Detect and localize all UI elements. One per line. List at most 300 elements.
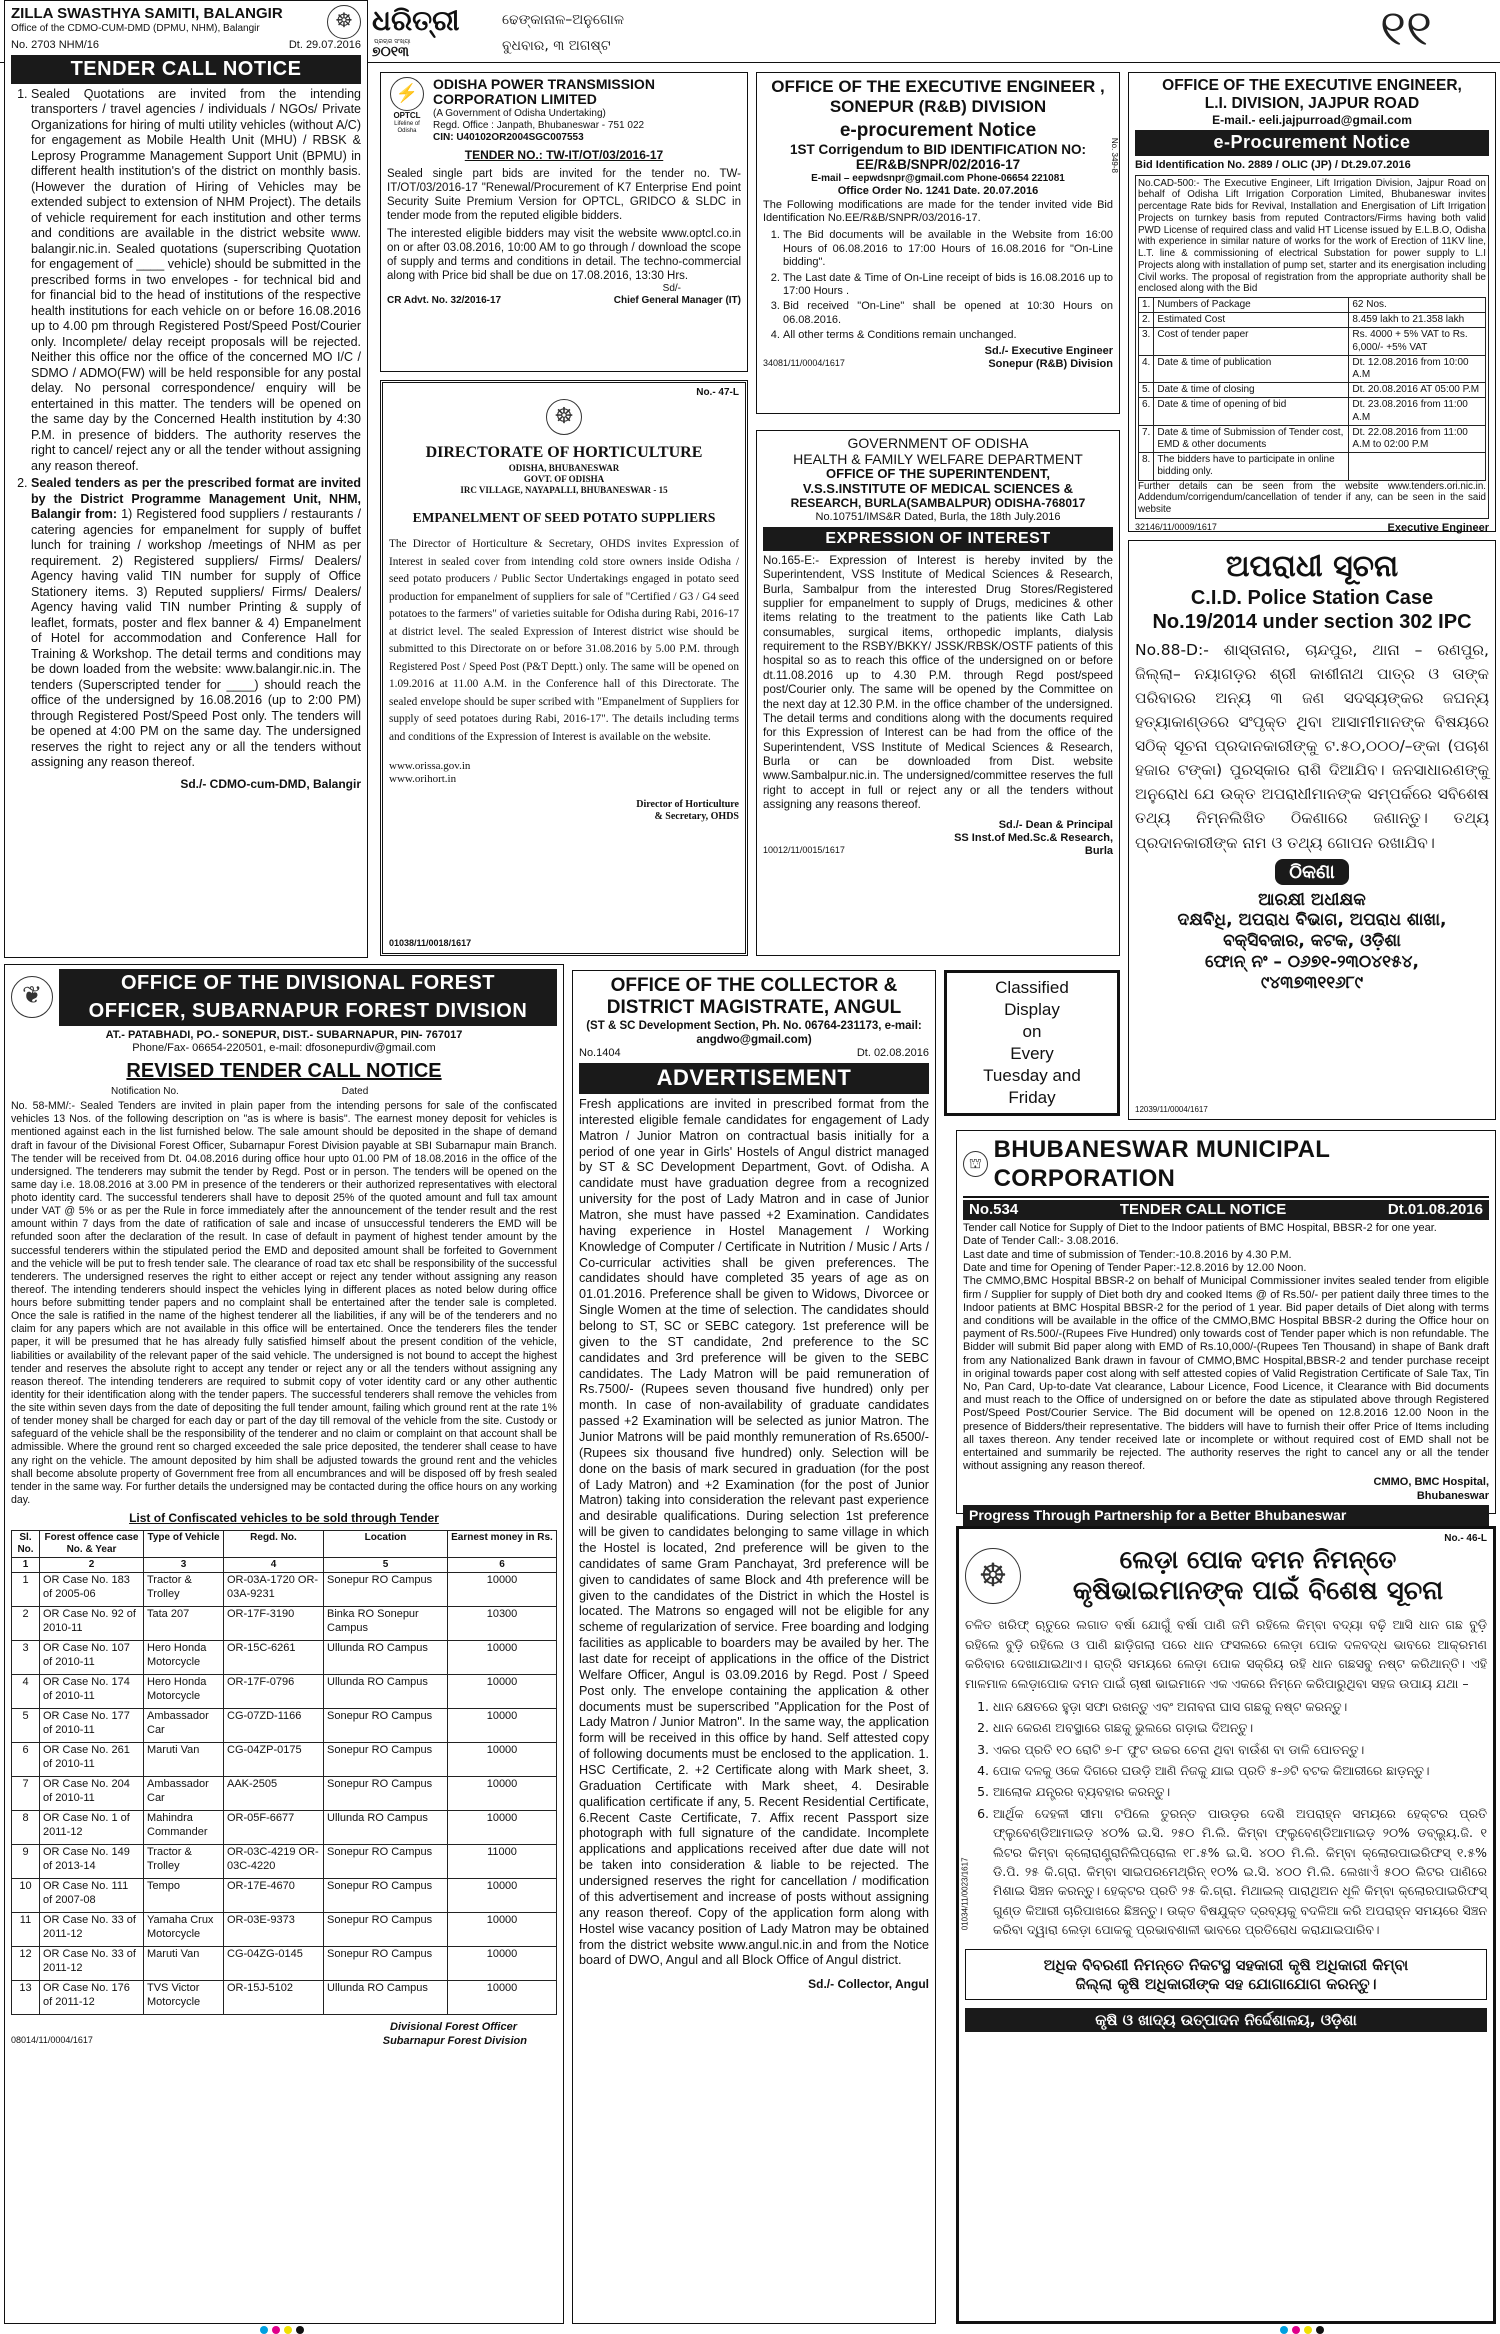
jajpur-bid: Bid Identification No. 2889 / OLIC (JP) / Dt.29.07.2016 — [1135, 159, 1411, 172]
table-row — [1139, 298, 1486, 313]
jajpur-footer — [1135, 522, 1489, 535]
angul-body: Fresh applications are invited in prescribed format from the interested eligible female candidates for engagement of Lady Matron / Junior Matron on contractual basis initially for a period of one year in Girls' Hostels of Angul district managed by ST & SC Development Department, Govt. of Odisha. A candidate must have graduation degree from a recognized university for the post of Lady Matron and in case of Junior Matron, she must have passed +2 Examination. Candidates having experience in Hostel Management / Working Knowledge of Computer / Certificate in Nutrition / Music / Arts / Co-curricular activities shall be given preferences. The candidates should have completed 35 years of age as on 01.01.2016. Preference shall be given to Widows, Divorcee or Single Women at the time of selection. The candidates should belong to ST, SC or SEBC category. 1st preference will be given to the ST candidate, 2nd preference to the SC candidates and 3rd preference will be given to the SEBC candidates. The Lady Matron will be paid remuneration of Rs.7500/- (Rupees seven thousand five hundred) only per month. In case of non-availability of graduate candidates passed +2 Examination will be selected as junior Matron. The Junior Matrons will be paid monthly remuneration of Rs.6500/- (Rupees six thousand five hundred) only. Selection will be done on the basis of mark secured in graduation (for the post of Lady Matron) and +2 Examination (for the post of Junior Matron) taking into consideration the relevant past experience and desirable qualifications. During selection 1st preference will be given to candidates belonging to same village in which the Hostel is located, 2nd preference will be given to the candidates of same Gram Panchayat, 3rd preference will be given to candidates of same Block and 4th preference will be given to the candidates of the District in which the Hostel is located. The Matrons so engaged will not be eligible for any scheme of regularization of service. Free boarding and lodging facilities as applicable to boarders may be availed by her. The last date for receipt of applications in the office of the District Welfare Officer, Angul is 03.09.2016 by Regd. Post / Speed Post only. The envelope containing the application & other documents must be superscribed "Application for the Post of Lady Matron / Junior Matron". In the same way, the application form will be received in this office by hand. Self attested copy of following documents must be enclosed to the application. 1. HSC Certificate, 2. +2 Certificate along with Mark sheet, 3. Graduation Certificate with Mark sheet, 4. Desirable qualification certificate if any, 5. Recent Residential Certificate, 6.Recent Caste Certificate, 7. Affix recent Passport size photograph with full signature of the candidate. Incomplete applications and applications received after due date will not be taken into consideration & liable to be rejected. The undersigned reserves the right for cancellation / modification of this advertisement and increase of posts without assigning any reason thereof. Copy of the application form along with Hostel wise vacancy position of Lady Matron may be obtained from the district website www.angul.nic.in and from the Notice board of DWO, Angul and all Block Office of Angul district. — [579, 1096, 929, 1968]
optcl-cin: CIN: U40102OR2004SGC007553 — [433, 132, 584, 144]
cid-a4: ଫୋନ୍ ନଂ – ୦୬୭୧-୨୩୦୪୧୫୪, — [1205, 951, 1419, 972]
cell-sl: 1 — [12, 1573, 40, 1607]
cell-type: Tata 207 — [144, 1607, 224, 1641]
forest-tender — [4, 964, 564, 2324]
optcl-tender — [380, 72, 748, 372]
cell-case: OR Case No. 183 of 2005-06 — [40, 1573, 144, 1607]
cell-type: Hero Honda Motorcycle — [144, 1641, 224, 1675]
vss-bar: EXPRESSION OF INTEREST — [763, 527, 1113, 551]
cell-regd: OR-17F-0796 — [224, 1675, 324, 1709]
table-row — [12, 1641, 557, 1675]
angul-advertisement — [572, 970, 936, 2324]
forest-head — [11, 969, 557, 1026]
col-regd: Regd. No. — [224, 1530, 324, 1557]
cell-type: TVS Victor Motorcycle — [144, 1981, 224, 2015]
registration-marks — [0, 2326, 1500, 2334]
cell-earnest: 10000 — [448, 1913, 557, 1947]
colnum: 4 — [224, 1558, 324, 1573]
angul-dt: Dt. 02.08.2016 — [856, 1046, 929, 1059]
row-value: Dt. 12.08.2016 from 10:00 A.M — [1349, 355, 1486, 382]
cell-case: OR Case No. 33 of 2011-12 — [40, 1947, 144, 1981]
col-sl: Sl. No. — [12, 1530, 40, 1557]
bmc-dt: Dt.01.08.2016 — [1387, 1200, 1483, 1218]
agri-item: 4. ପୋକ ଦଳକୁ ଓକେ ଦିଗରେ ଘଉଡ଼ି ଆଣି ନିଜକୁ ଯାଇ ପ୍ରତି ୫-୬ଟି ବଟକ କିଆରୀରେ ଛାଡ଼ନ୍ତୁ। — [993, 1761, 1487, 1780]
bmc-head-title: TENDER CALL NOTICE — [1119, 1200, 1287, 1218]
colnum: 3 — [144, 1558, 224, 1573]
table-row — [12, 1981, 557, 2015]
col-earnest: Earnest money in Rs. — [448, 1530, 557, 1557]
cell-regd: CG-04ZP-0175 — [224, 1743, 324, 1777]
optcl-logo-text: OPTCL — [393, 111, 421, 120]
cell-location: Ullunda RO Campus — [324, 1981, 448, 2015]
cell-earnest: 10000 — [448, 1879, 557, 1913]
bmc-sig2: Bhubaneswar — [1416, 1489, 1489, 1502]
masthead — [372, 4, 732, 60]
reg-dot — [284, 2326, 292, 2334]
cell-location: Ullunda RO Campus — [324, 1675, 448, 1709]
classified-box — [944, 970, 1120, 1116]
cell-sl: 7 — [12, 1777, 40, 1811]
sonepur-t1: OFFICE OF THE EXECUTIVE ENGINEER , — [771, 77, 1105, 96]
cell-location: Sonepur RO Campus — [324, 1913, 448, 1947]
cell-sl: 3 — [12, 1641, 40, 1675]
optcl-cr: CR Advt. No. 32/2016-17 — [387, 295, 502, 307]
jajpur-t2: L.I. DIVISION, JAJPUR ROAD — [1204, 94, 1420, 112]
cell-sl: 4 — [12, 1675, 40, 1709]
cell-location: Sonepur RO Campus — [324, 1573, 448, 1607]
jajpur-sig: Executive Engineer — [1387, 522, 1489, 535]
vss-t3: OFFICE OF THE SUPERINTENDENT, — [826, 466, 1050, 482]
cell-sl: 10 — [12, 1879, 40, 1913]
cell-earnest: 10000 — [448, 1709, 557, 1743]
cell-location: Sonepur RO Campus — [324, 1845, 448, 1879]
cell-type: Hero Honda Motorcycle — [144, 1675, 224, 1709]
sonepur-item: 2. The Last date & Time of On-Line receipt of bids is 16.08.2016 up to 17:00 Hours . — [783, 272, 1113, 299]
cell-location: Ullunda RO Campus — [324, 1641, 448, 1675]
row-value: Dt. 22.08.2016 from 11:00 A.M to 02:00 P.M — [1349, 425, 1486, 452]
cell-sl: 8 — [12, 1811, 40, 1845]
cid-a2: ଦକ୍ଷବିଧି, ଅପରାଧ ବିଭାଗ, ଅପରାଧ ଶାଖା, — [1177, 910, 1447, 931]
cell-regd: OR-15C-6261 — [224, 1641, 324, 1675]
angul-no: No.1404 — [579, 1046, 621, 1059]
optcl-logo — [387, 77, 427, 144]
cell-case: OR Case No. 174 of 2010-11 — [40, 1675, 144, 1709]
agri-item: 1. ଧାନ କ୍ଷେତରେ ହୁଡ଼ା ସଫା ରଖନ୍ତୁ ଏବଂ ଅନାବନା ଘାସ ଗଛକୁ ନଷ୍ଟ କରନ୍ତୁ। — [993, 1697, 1487, 1716]
cell-type: Maruti Van — [144, 1947, 224, 1981]
cell-location: Sonepur RO Campus — [324, 1709, 448, 1743]
agri-footbox — [965, 1949, 1487, 2000]
reg-dot — [1292, 2326, 1300, 2334]
row-value: Dt. 20.08.2016 AT 05:00 P.M — [1349, 383, 1486, 398]
row-value: 8.459 lakh to 21.358 lakh — [1349, 313, 1486, 328]
reg-dot — [1316, 2326, 1324, 2334]
row-value: Rs. 4000 + 5% VAT to Rs. 6,000/- +5% VAT — [1349, 328, 1486, 355]
cell-case: OR Case No. 176 of 2011-12 — [40, 1981, 144, 2015]
cell-earnest: 10000 — [448, 1981, 557, 2015]
agri-dept: କୃଷି ଓ ଖାଦ୍ୟ ଉତ୍ପାଦନ ନିର୍ଦ୍ଦେଶାଳୟ, ଓଡ଼ିଶା — [965, 2008, 1487, 2032]
sonepur-intro: The Following modifications are made for the tender invited vide Bid Identification No.EE/R&B/SNPR/03/2016-17. — [763, 198, 1113, 224]
cell-regd: OR-15J-5102 — [224, 1981, 324, 2015]
table-row — [12, 1947, 557, 1981]
optcl-head — [387, 77, 741, 144]
cid-a3: ବକ୍ସିବଜାର, କଟକ, ଓଡ଼ିଶା — [1223, 931, 1401, 952]
agri-titles — [1029, 1545, 1487, 1607]
table-row — [1139, 383, 1486, 398]
horticulture-eoi — [380, 380, 748, 956]
table-row — [12, 1777, 557, 1811]
agri-no: No.- 46-L — [1444, 1533, 1487, 1544]
cell-sl: 9 — [12, 1845, 40, 1879]
sonepur-sig2: Sonepur (R&B) Division — [988, 358, 1113, 371]
forest-titles — [59, 969, 557, 1026]
zss-subtitle: Office of the CDMO-CUM-DMD (DPMU, NHM), Balangir — [11, 23, 260, 35]
cid-sub2: No.19/2014 under section 302 IPC — [1152, 610, 1472, 633]
bmc-logo-icon: ⛫ — [963, 1151, 988, 1177]
cid-a5: ୯୪୩୭୩୧୧୬୮୯ — [1260, 972, 1364, 993]
date-label: ବୁଧବାର, ୩ ଅଗଷ୍ଟ — [502, 38, 611, 54]
cell-regd: OR-03C-4219 OR-03C-4220 — [224, 1845, 324, 1879]
reg-dot — [1304, 2326, 1312, 2334]
cell-regd: CG-04ZG-0145 — [224, 1947, 324, 1981]
edition-label: ଢେଙ୍କାନାଳ–ଅନୁଗୋଳ — [502, 12, 624, 28]
row-label: Date & time of opening of bid — [1154, 398, 1349, 425]
table-row — [1139, 328, 1486, 355]
row-num: 5. — [1139, 383, 1154, 398]
forest-ref: 08014/11/0004/1617 — [11, 2034, 93, 2045]
forest-foot — [11, 2035, 557, 2048]
colnum: 2 — [40, 1558, 144, 1573]
vss-t6: No.10751/IMS&R Dated, Burla, the 18th July.2016 — [815, 510, 1061, 523]
cell-case: OR Case No. 204 of 2010-11 — [40, 1777, 144, 1811]
jajpur-t1: OFFICE OF THE EXECUTIVE ENGINEER, — [1162, 77, 1462, 94]
horti-sig2: & Secretary, OHDS — [654, 811, 739, 823]
jajpur-eprocurement — [1128, 72, 1496, 535]
page-number: ୧୧ — [1380, 0, 1433, 57]
colnum: 6 — [448, 1558, 557, 1573]
row-num: 6. — [1139, 398, 1154, 425]
table-row — [1139, 425, 1486, 452]
forest-vehicle-table — [11, 1530, 557, 2016]
forest-t1: OFFICE OF THE DIVISIONAL FOREST — [59, 969, 557, 997]
row-num: 8. — [1139, 453, 1154, 480]
sonepur-item: 1. The Bid documents will be available in the Website from 16:00 Hours of 06.08.2016 to 17:00 Hours of 16.08.2016 for "On-Line bidding". — [783, 229, 1113, 269]
cell-type: Tempo — [144, 1879, 224, 1913]
reg-dot — [260, 2326, 268, 2334]
optcl-body2: The interested eligible bidders may visit the website www.optcl.co.in on or after 03.08.2016, 10:00 AM to go through / download the scope of supply and terms and conditions in detail. The techno-commercial along with Price bid shall be due on 17.08.2016, 13:30 Hrs. — [387, 228, 741, 283]
angul-bar: ADVERTISEMENT — [579, 1063, 929, 1094]
table-row — [12, 1573, 557, 1607]
bmc-bar — [963, 1200, 1489, 1220]
jajpur-body: No.CAD-500:- The Executive Engineer, Lift Irrigation Division, Jajpur Road on behalf of Odisha Lift Irrigation Corporation Limited, Bhubaneswar invites percentage Rate bids for Revival, Installation and Energisation of Lift Irrigation Projects on turnkey basis from reputed Contractors/Firms having both valid PWD License of required class and valid HT License issued by E.L.B.O, Odisha with experience in similar nature of works for the work of Erection of 11KV line, L.T. line & commissioning of electrical Substation for power supply to L.I Projects along with installation of pump set, starter and its energisation including Civil works. The proposal of registration from the appropriate authority shall be enclosed along with the Bid — [1138, 177, 1486, 295]
table-row — [1139, 313, 1486, 328]
table-row — [1139, 355, 1486, 382]
forest-sig2: Subarnapur Forest Division — [382, 2034, 527, 2047]
cell-earnest: 10000 — [448, 1777, 557, 1811]
agri-ref: 01034/11/0023/1617 — [960, 1857, 970, 1931]
cid-notice — [1128, 540, 1496, 1120]
cell-sl: 5 — [12, 1709, 40, 1743]
masthead-title: ଧରିତ୍ରୀ — [372, 4, 460, 37]
row-label: Date & time of Submission of Tender cost, EMD & other documents — [1154, 425, 1349, 452]
vss-eoi — [756, 430, 1120, 956]
cell-location: Ullunda RO Campus — [324, 1811, 448, 1845]
horti-s2: GOVT. OF ODISHA — [523, 473, 605, 484]
sonepur-t3: e-procurement Notice — [839, 120, 1037, 142]
row-num: 4. — [1139, 355, 1154, 382]
optcl-gov: (A Government of Odisha Undertaking) — [433, 107, 606, 119]
cell-earnest: 10000 — [448, 1641, 557, 1675]
forest-t2: OFFICER, SUBARNAPUR FOREST DIVISION — [59, 997, 557, 1025]
colnum: 5 — [324, 1558, 448, 1573]
vss-t5: RESEARCH, BURLA(SAMBALPUR) ODISHA-768017 — [790, 496, 1086, 511]
table-row — [12, 1913, 557, 1947]
cell-type: Tractor & Trolley — [144, 1845, 224, 1879]
emblem-icon: ☸ — [327, 5, 361, 39]
horti-no: No.- 47-L — [696, 387, 739, 398]
angul-t1: OFFICE OF THE COLLECTOR & — [610, 975, 898, 996]
forest-table-header — [12, 1530, 557, 1557]
sonepur-sig1: Sd./- Executive Engineer — [984, 344, 1113, 357]
jajpur-rows — [1139, 298, 1486, 480]
table-row — [12, 1845, 557, 1879]
optcl-tagline: Lifeline of Odisha — [394, 120, 420, 135]
cell-earnest: 10300 — [448, 1607, 557, 1641]
cell-earnest: 10000 — [448, 1675, 557, 1709]
zss-p1: Sealed Quotations are invited from the intending transporters / travel agencies / individuals / NGOs/ Private Organizations for hiring of multi utility vehicles (without A/C) for engagement as Mobile Health Unit (MHU) / RBSK & Leprosy Programme Management Support Unit (BPMU) in different health institution's of the district on monthly basis. (However the duration of Hiring of Vehicles may be extended subject to extension of NHM Project). The details of vehicle requirement for each institution and other terms and conditions are available in the district website www. balangir.nic.in. Sealed quotations (superscribing Quotation for engagement of ____ vehicle) should be submitted in the prescribed forms in two envelopes - for technical bid and for financial bid to the head of institutions of the respective health institutions for each vehicle on or before 16.08.2016 up to 4.00 pm through Registered Post/Speed Post/Courier only. Incomplete/ delay receipt proposals will be rejected. Neither this office nor the office of the concerned MO I/C / SDMO / ADMO(FW) will be held responsible for any postal delay. No personal correspondence/ enquiry will be entertained in this matter. The tenders will be opened on the same day by the Concerned Health institution by 4:30 P.M. in presence of bidders. The authority reserves the right to cancel/ reject any or all the tender without assigning any reason thereof. — [31, 86, 361, 473]
cell-sl: 6 — [12, 1743, 40, 1777]
cell-case: OR Case No. 107 of 2010-11 — [40, 1641, 144, 1675]
horti-web2: www.orihort.in — [389, 773, 457, 786]
forest-body: No. 58-MM/:- Sealed Tenders are invited in plain paper from the intending persons for sale of the confiscated vehicles 13 Nos. of the following description on "as is where is basis". The earnest money deposit for vehicles is mentioned against each in the list furnished below. The sale amount should be deposited in the shape of demand draft in favour of the Divisional Forest Officer, Subarnapur Forest Division payable at SBI Subarnapur main Branch. The tender will be received from Dt. 04.08.2016 during office hour upto 01.00 PM of 18.08.2016 in the office of the undersigned. The tenderers may submit the tender by Regd. Post or in person. The tenders will be opened on the same day i.e. 18.08.2016 at 3.00 PM in presence of the tenderers or their authorized representatives with electoral photo identity card. The successful tenderers shall have to deposit 25% of the quoted amount and full tax amount under VAT @ 5% or as per the Rule in force immediately after the announcement of the tender result and the rest amount within 7 days from the date of ratification of sale and incase of unsuccessful tenderers the EMD will be refunded soon after the declaration of the result. In case of default in payment of highest tender amount by the successful tenderers within the stipulated period the EMD and deposited amount shall be forfeited to Government and the vehicle will be put to fresh tender sale. The clearance of road tax etc shall be responsibility of the successful tenderers. The undersigned reserves the right to either accept or reject any tender without assigning any reason thereof. The intending tenderers should inspect the vehicles lying in different places as noted below during office hours before submitting tender papers and no complaint shall be entertained after the tender sale is completed. Once the sale is ratified in the name of the highest tenderer all the liabilities, if any will be of the tenderers and no claim for any papers which are not available in this office will be entertained. Once the tenderers files the tender paper, it will be presumed that he has already fully satisfied himself about the present condition of the vehicle, liabilities or availability of the relevant paper of the said vehicle. The undersigned is not bound to accept the highest tender and reserves the absolute right to accept any tender or reject any or all the tenders without assigning any reason thereof. The intending tenderers are required to submit copy of voter identity card or any other authentic identity for their identification along with the tender papers. The successful tenderers shall remove the vehicles from the site within seven days from the date of depositing the full tender amount, failing which ground rent at the rate 1% of tender money shall be charged for each day or part of the day till removal of the vehicle from the site. Custody or safeguard of the vehicle shall be the responsibility of the tenderer and no claim or complaint on that account shall be admissible. Where the ground rent so charged exceeded the sale price deposited, the tenderer shall cease to have any right on the vehicle. The amount deposited by him shall be adjusted towards the ground rent and the vehicles shall become absolute property of Government free from all encumbrances and will be disposed off by fresh sealed tender in the same way. For further details the undersigned may be contacted during the office hours on any working day. — [11, 1100, 557, 1506]
optcl-cgm: Chief General Manager (IT) — [613, 295, 741, 307]
cell-type: Ambassador Car — [144, 1709, 224, 1743]
agri-item: 2. ଧାନ କେରଣ ଅବସ୍ଥାରେ ଗଛକୁ ଭୁଲରେ ଗଡ଼ାଇ ଦିଅନ୍ତୁ। — [993, 1718, 1487, 1737]
optcl-regd: Regd. Office : Janpath, Bhubaneswar - 751 022 — [433, 119, 645, 131]
cell-sl: 12 — [12, 1947, 40, 1981]
angul-refline — [579, 1047, 929, 1060]
vss-body: No.165-E:- Expression of Interest is hereby invited by the Superintendent, VSS Institute of Medical Sciences & Research, Burla, Sambalpur from the interested Drug Stores/Registered supplier for empanelment to supply of Drugs, medicines & other items relating to the treatment to the patients like Cath Lab consumables, surgical items, orthopedic implants, dialysis requirement to the RSBY/BKKY/ JSSK/RBSK/OSTF patients of this hospital so as to reach this office of the undersigned on or before dt.11.08.2016 up to 4.30 P.M. through Regd post/speed post/Courier only. The same will be opened by the Committee on the next day at 12.30 P.M. in the office chamber of the undersigned. The detail terms and conditions along with the documents required for this Expression of Interest can be had from the office of the Superintendent, VSS Institute of Medical Sciences & Research, Burla or can be downloaded from Dist. website www.Sambalpur.nic.in. The undersigned/committee reserves the full right to accept in full or reject any or all the tenders without assigning any reasons thereof. — [763, 553, 1113, 812]
vss-t1: GOVERNMENT OF ODISHA — [847, 435, 1029, 451]
optcl-tender-no: TENDER NO.: TW-IT/OT/03/2016-17 — [464, 148, 664, 163]
bmc-body1: Tender call Notice for Supply of Diet to the Indoor patients of BMC Hospital, BBSR-2 for one year. — [963, 1221, 1437, 1234]
cell-type: Ambassador Car — [144, 1777, 224, 1811]
agri-foot2: ଜିଲ୍ଲା କୃଷି ଅଧିକାରୀଙ୍କ ସହ ଯୋଗାଯୋଗ କରନ୍ତୁ। — [1075, 1974, 1377, 1993]
bmc-no: No.534 — [969, 1200, 1019, 1218]
horti-emblem — [389, 399, 739, 435]
forest-emblem-icon: ❦ — [11, 976, 53, 1018]
zss-date: Dt. 29.07.2016 — [288, 39, 361, 51]
cell-regd: OR-03A-1720 OR-03A-9231 — [224, 1573, 324, 1607]
ashoka-emblem-icon: ☸ — [546, 399, 582, 435]
bmc-l3: Date and time for Opening of Tender Paper:-12.8.2016 by 12.00 Noon. — [963, 1262, 1307, 1275]
row-label: Date & time of publication — [1154, 355, 1349, 382]
classified-l3: on — [1022, 1022, 1042, 1042]
reg-dot — [1280, 2326, 1288, 2334]
optcl-body: Sealed single part bids are invited for the tender no. TW-IT/OT/03/2016-17 "Renewal/Procurement of K7 Enterprise End point Security Suite Premium Version for OPTCL, GRIDCO & SLDC in tender mode from the reputed eligible bidders. — [387, 167, 741, 223]
row-label: Cost of tender paper — [1154, 328, 1349, 355]
vss-sig3: Burla — [1084, 845, 1113, 858]
cell-type: Mahindra Commander — [144, 1811, 224, 1845]
table-row — [12, 1743, 557, 1777]
sonepur-t2: SONEPUR (R&B) DIVISION — [829, 96, 1047, 116]
horti-sig1: Director of Horticulture — [636, 798, 739, 810]
cell-sl: 11 — [12, 1913, 40, 1947]
angul-t3: (ST & SC Development Section, Ph. No. 06764-231173, e-mail: angdwo@gmail.com) — [586, 1019, 922, 1046]
sonepur-item: 4. All other terms & Conditions remain unchanged. — [783, 329, 1113, 342]
cell-case: OR Case No. 33 of 2011-12 — [40, 1913, 144, 1947]
row-value: Dt. 23.08.2016 from 11:00 A.M — [1349, 398, 1486, 425]
col-location: Location — [324, 1530, 448, 1557]
horti-s1: ODISHA, BHUBANESWAR — [508, 462, 620, 473]
angul-t2: DISTRICT MAGISTRATE, ANGUL — [606, 996, 902, 1018]
bmc-body2: The CMMO,BMC Hospital BBSR-2 on behalf of Municipal Commissioner invites sealed tender from eligible firm / Supplier for supply of Diet both dry and cooked Items @ of Rs.50/- per patient daily three times to the Indoor patients at BMC Hospital BBSR-2 for the period of 1 year. Bid paper details of Diet along with terms and conditions will be available in the office of the CMMO,BMC Hospital BBSR-2 during the Office hour on payment of Rs.500/-(Rupees Five Hundred) only towards cost of Tender paper which is non refundable. The Bidder will submit Bid paper along with EMD of Rs.10,000/-(Rupees Ten Thousand) in shape of Bank draft from any Nationalized Bank drawn in favour of CMMO,BMC Hospital,BBSR-2 and tender purchase receipt in original towards paper cost along with self attested copies of Valid Registration Certificate of Sale Tax, Tin No, Pan Card, Up-to-date Vat clearance, Labour Licence, Food Licence, it Clearance with Bid documents and must reach to the Office of undersigned on or before the date as stipulated above through Registered Post/Speed Post/Courier Service. The Bid document will be opened on 12.8.2016 12.00 Noon in the presence of Bidders/their representative. The bidders will have to furnish their offer Price of Items including all taxes thereon. Any tender received late or incomplete or without required cost of EMD shall not be entertained and summarily be rejected. The authority reserves the right to cancel any or all the tender without assigning any reason thereof. — [963, 1275, 1489, 1473]
forest-head-title: REVISED TENDER CALL NOTICE — [126, 1059, 442, 1082]
cell-sl: 2 — [12, 1607, 40, 1641]
classified-l6: Friday — [1008, 1088, 1056, 1108]
vss-ref: 10012/11/0015/1617 — [763, 845, 845, 856]
zss-item-1 — [31, 87, 361, 475]
jajpur-foot: Further details can be seen from the website www.tenders.ori.nic.in. Addendum/corrigendum/cancellation of tender if any, can be seen in the said website — [1138, 480, 1486, 516]
optcl-head-text — [433, 77, 741, 144]
sonepur-t4: 1ST Corrigendum to BID IDENTIFICATION NO: EE/R&B/SNPR/02/2016-17 — [790, 141, 1086, 173]
cell-case: OR Case No. 111 of 2007-08 — [40, 1879, 144, 1913]
horti-web1: www.orissa.gov.in — [389, 760, 471, 773]
sonepur-item: 3. Bid received "On-Line" shall be opened at 10:30 Hours on 06.08.2016. — [783, 300, 1113, 327]
issue-number: ୭୦୧୩ — [372, 44, 410, 60]
cid-title: ଅପରାଧୀ ସୂଚନା — [1225, 549, 1399, 584]
angul-sig: Sd./- Collector, Angul — [808, 1977, 929, 1992]
zss-body-list — [11, 87, 361, 771]
jajpur-table — [1138, 297, 1486, 480]
agri-items — [965, 1697, 1487, 1940]
agri-head — [965, 1545, 1487, 1607]
cid-addr-wrap — [1135, 861, 1489, 884]
jajpur-email: E-mail.- eeli.jajpurroad@gmail.com — [1212, 112, 1412, 127]
horti-ref: 01038/11/0018/1617 — [389, 938, 472, 949]
cid-body: No.88-D:- ଶାସ୍ତାନାର, ଚାନ୍ଦପୁର, ଥାନା – ରଣପୁର, ଜିଲ୍ଲା– ନୟାଗଡ଼ର ଶ୍ରୀ କାଶୀନାଥ ପାତ୍ର ଓ ତାଙ୍କ ପରିବାରର ଅନ୍ୟ ୩ ଜଣ ସଦସ୍ୟଙ୍କର ଜଘନ୍ୟ ହତ୍ୟାକାଣ୍ଡରେ ସଂପୃକ୍ତ ଥିବା ଆସାମୀମାନଙ୍କ ବିଷୟରେ ସଠିକ୍ ସୂଚନା ପ୍ରଦାନକାରୀଙ୍କୁ ଟ.୫୦,୦୦୦/–ଙ୍କା (ପଚାଶ ହଜାର ଟଙ୍କା) ପୁରସ୍କାର ରାଶି ଦିଆଯିବ। ଜନସାଧାରଣଙ୍କୁ ଅନୁରୋଧ ଯେ ଉକ୍ତ ଅପରାଧୀମାନଙ୍କ ସମ୍ପର୍କରେ ସବିଶେଷ ତଥ୍ୟ ନିମ୍ନଲିଖିତ ଠିକଣାରେ ଜଣାନ୍ତୁ। ତଥ୍ୟ ପ୍ରଦାନକାରୀଙ୍କ ନାମ ଓ ତଥ୍ୟ ଗୋପନ ରଖାଯିବ। — [1135, 641, 1489, 852]
cid-addr-tag: ଠିକଣା — [1275, 859, 1348, 885]
sonepur-order: Office Order No. 1241 Date. 20.07.2016 — [837, 185, 1039, 198]
reg-dot — [272, 2326, 280, 2334]
row-label: Numbers of Package — [1154, 298, 1349, 313]
cell-location: Sonepur RO Campus — [324, 1777, 448, 1811]
cid-a1: ଆରକ୍ଷୀ ଅଧୀକ୍ଷକ — [1258, 889, 1366, 910]
cell-earnest: 10000 — [448, 1947, 557, 1981]
forest-list-title: List of Confiscated vehicles to be sold through Tender — [129, 1511, 439, 1526]
bmc-l2: Last date and time of submission of Tender:-10.8.2016 by 4.30 P.M. — [963, 1248, 1292, 1261]
horti-head: EMPANELMENT OF SEED POTATO SUPPLIERS — [412, 509, 716, 525]
cell-location: Sonepur RO Campus — [324, 1743, 448, 1777]
zss-signature: Sd./- CDMO-cum-DMD, Balangir — [180, 776, 361, 791]
bmc-tender — [956, 1130, 1496, 1524]
cell-earnest: 10000 — [448, 1573, 557, 1607]
forest-notif — [11, 1086, 557, 1098]
table-row — [12, 1607, 557, 1641]
zss-title: ZILLA SWASTHYA SAMITI, BALANGIR — [11, 5, 283, 22]
zss-tender-notice — [4, 0, 368, 958]
table-row — [1139, 398, 1486, 425]
bmc-tagline: Progress Through Partnership for a Better Bhubaneswar — [963, 1505, 1489, 1526]
reg-dot — [296, 2326, 304, 2334]
bmc-sig1: CMMO, BMC Hospital, — [1373, 1476, 1489, 1489]
cell-case: OR Case No. 261 of 2010-11 — [40, 1743, 144, 1777]
bmc-head — [963, 1135, 1489, 1198]
cell-sl: 13 — [12, 1981, 40, 2015]
jajpur-table-wrap — [1135, 175, 1489, 520]
masthead-small: ପ୍ରଚାର ସଂଖ୍ୟା — [374, 38, 411, 45]
cell-location: Binka RO Sonepur Campus — [324, 1607, 448, 1641]
zss-p2a: Sealed tenders as per the prescribed format are invited by the District Programme Management Unit, NHM, Balangir from: — [31, 476, 361, 522]
zss-refline — [11, 39, 361, 52]
row-value: 62 Nos. — [1349, 298, 1486, 313]
col-type: Type of Vehicle — [144, 1530, 224, 1557]
agri-t1: ଲେଡ଼ା ପୋକ ଦମନ ନିମନ୍ତେ — [1119, 1545, 1397, 1575]
cell-regd: OR-17F-3190 — [224, 1607, 324, 1641]
agri-t2: କୃଷିଭାଇମାନଙ୍କ ପାଇଁ ବିଶେଷ ସୂଚନା — [1072, 1575, 1444, 1606]
sonepur-items — [763, 229, 1113, 342]
cell-type: Tractor & Trolley — [144, 1573, 224, 1607]
cell-case: OR Case No. 92 of 2010-11 — [40, 1607, 144, 1641]
cell-regd: CG-07ZD-1166 — [224, 1709, 324, 1743]
agri-item: 3. ଏକର ପ୍ରତି ୧୦ ରୋଟି ୭-୮ ଫୁଟ ଉଚ୍ଚର ଚେନା ଥିବା ବାଉଁଶ ବା ଡାଳି ପୋତନ୍ତୁ। — [993, 1740, 1487, 1759]
table-row — [1139, 453, 1486, 480]
forest-addr: AT.- PATABHADI, PO.- SONEPUR, DIST.- SUBARNAPUR, PIN- 767017 — [105, 1028, 463, 1041]
agri-emblem-icon: ☸ — [965, 1548, 1021, 1604]
classified-l1: Classified — [995, 978, 1069, 997]
optcl-footer — [387, 295, 741, 307]
horti-s3: IRC VILLAGE, NAYAPALLI, BHUBANESWAR - 15 — [460, 484, 668, 495]
row-num: 7. — [1139, 425, 1154, 452]
cell-case: OR Case No. 1 of 2011-12 — [40, 1811, 144, 1845]
agri-foot1: ଅଧିକ ବିବରଣୀ ନିମନ୍ତେ ନିକଟସ୍ଥ ସହକାରୀ କୃଷି ଅଧିକାରୀ କିମ୍ବା — [1043, 1956, 1409, 1975]
cell-earnest: 11000 — [448, 1845, 557, 1879]
agri-notice — [956, 1526, 1496, 2324]
zss-bar: TENDER CALL NOTICE — [11, 55, 361, 83]
jajpur-bar: e-Procurement Notice — [1135, 130, 1489, 156]
cell-case: OR Case No. 177 of 2010-11 — [40, 1709, 144, 1743]
optcl-logo-icon: ⚡ — [390, 77, 424, 111]
zss-head-text — [11, 5, 327, 39]
colnum: 1 — [12, 1558, 40, 1573]
classified-l2: Display — [1004, 1000, 1060, 1020]
forest-ph: Phone/Fax- 06654-220501, e-mail: dfosonepurdiv@gmail.com — [132, 1042, 436, 1055]
sonepur-foot — [763, 358, 1113, 371]
agri-item: 5. ଆଲୋକ ଯନ୍ତ୍ରର ବ୍ୟବହାର କରନ୍ତୁ। — [993, 1782, 1487, 1801]
cell-type: Yamaha Crux Motorcycle — [144, 1913, 224, 1947]
cell-regd: OR-17E-4670 — [224, 1879, 324, 1913]
classified-l5: Tuesday and — [983, 1066, 1081, 1086]
zss-head — [11, 5, 361, 39]
vss-sig2: SS Inst.of Med.Sc.& Research, — [954, 831, 1113, 844]
horti-body: The Director of Horticulture & Secretary, OHDS invites Expression of Interest in sealed cover from intending cold store owners inside Odisha / seed potato producers / Public Sector Undertakings engaged in potato seed production for empanelment of suppliers for sale of "Certified / G3 / G4 seed potatoes to the farmers" of varieties suitable for Odisha during Rabi, 2016-17 at district level. The sealed Expression of Interest district wise should be submitted to this Directorate on or before 31.08.2016 by 5.00 P.M. through Registered Post / Speed Post (P&T Deptt.) only. The same will be opened on 1.09.2016 at 11.00 A.M. in the Conference hall of this Directorate. The sealed envelope should be super scribed with "Empanelment of Suppliers for supply of seed potatoes during Rabi, 2016-17". The details including terms and conditions of the Expression of Interest is available on the website. — [389, 538, 739, 743]
cell-location: Sonepur RO Campus — [324, 1947, 448, 1981]
zss-item-2 — [31, 476, 361, 771]
optcl-sd: Sd/- — [662, 283, 681, 295]
cell-regd: AAK-2505 — [224, 1777, 324, 1811]
cell-earnest: 10000 — [448, 1743, 557, 1777]
horti-title: DIRECTORATE OF HORTICULTURE — [425, 444, 703, 462]
bmc-name: BHUBANESWAR MUNICIPAL CORPORATION — [993, 1136, 1330, 1193]
table-row — [12, 1879, 557, 1913]
vss-sig1: Sd./- Dean & Principal — [998, 818, 1113, 831]
col-case: Forest offence case No. & Year — [40, 1530, 144, 1557]
row-label: The bidders have to participate in online bidding only. — [1154, 453, 1349, 480]
row-label: Estimated Cost — [1154, 313, 1349, 328]
vss-t4: V.S.S.INSTITUTE OF MEDICAL SCIENCES & — [802, 481, 1074, 497]
